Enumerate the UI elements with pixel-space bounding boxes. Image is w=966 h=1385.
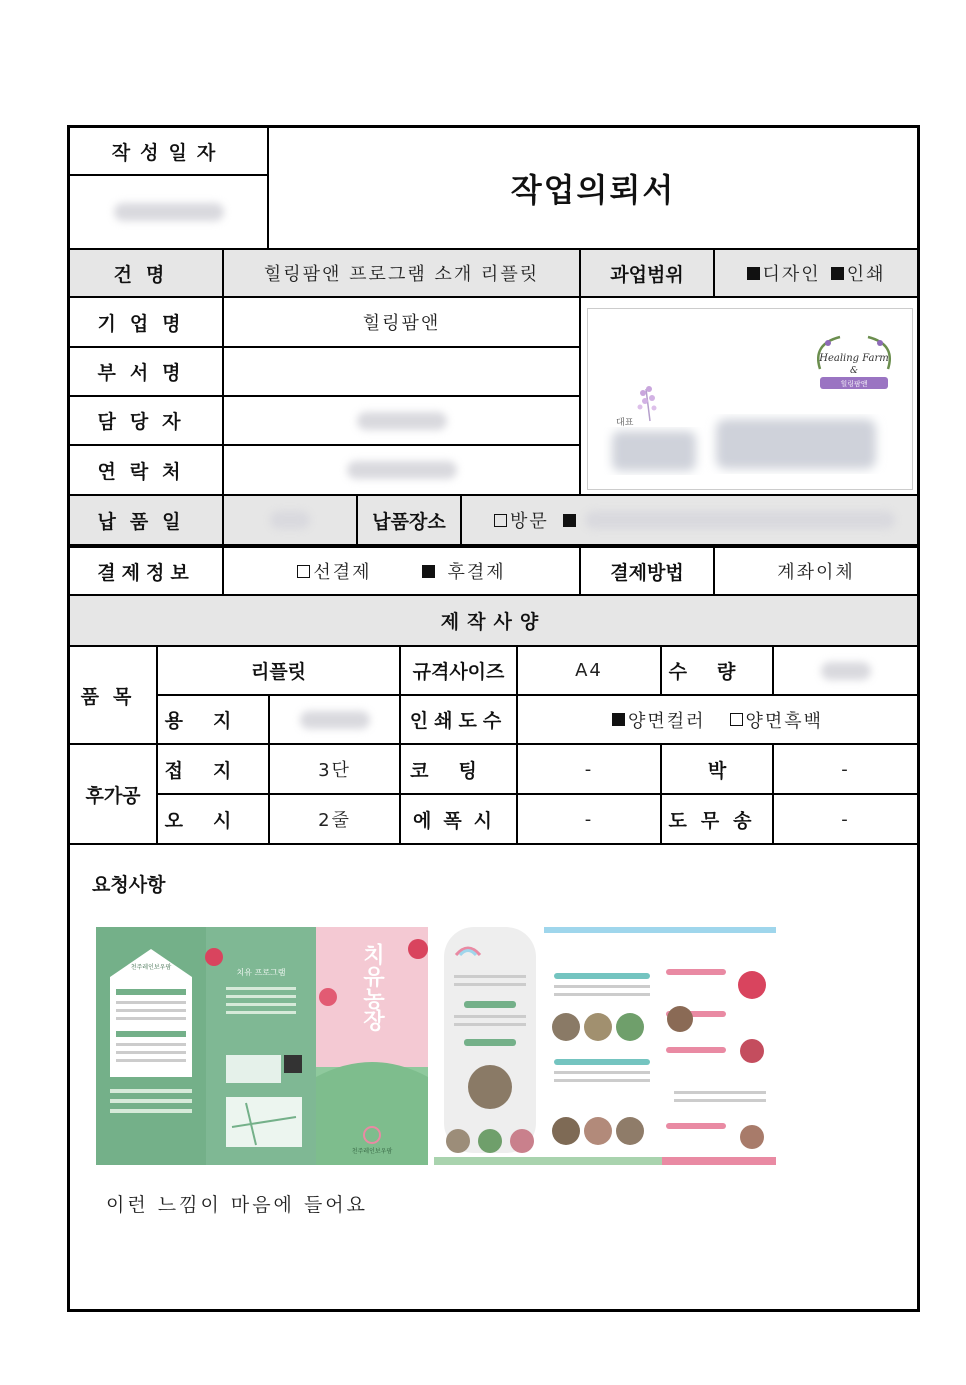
date-blur [114,203,224,221]
contact-label: 연락처 [70,446,224,496]
logo-line2: & [849,366,859,376]
emboss-value[interactable]: - [774,795,917,845]
payment-label: 결제정보 [70,546,224,596]
pay-pre-label: 선결제 [313,562,372,583]
leaflet-inside-graphic [434,927,776,1165]
place-address-blur [585,511,895,529]
place-label: 납품장소 [358,496,462,546]
post-label: 후가공 [70,745,158,845]
crease-value[interactable]: 2줄 [270,795,401,845]
contact-value[interactable] [224,446,581,496]
size-value[interactable]: A4 [518,647,662,696]
business-card-graphic [588,309,912,489]
scope-label: 과업범위 [581,248,715,298]
fold-label: 접지 [158,745,270,795]
delivery-label: 납품일 [70,496,224,546]
paper-label: 용지 [158,696,270,745]
logo-line1: Healing Farm [819,353,889,364]
date-value[interactable] [70,176,269,248]
qty-value[interactable] [774,647,917,696]
request-label: 요청사항 [92,874,166,896]
paper-value[interactable] [270,696,401,745]
pay-post-checkbox[interactable] [422,565,435,578]
place-value[interactable] [462,496,917,546]
spec-header: 제작사양 [70,596,917,647]
scope-design-label: 디자인 [762,264,821,285]
fold-value[interactable]: 3단 [270,745,401,795]
rep-label: 대표 [616,418,634,428]
print-bw-label: 양면흑백 [745,710,824,732]
pay-post-label: 후결제 [447,562,506,583]
epoxy-value[interactable]: - [518,795,662,845]
foil-value[interactable]: - [774,745,917,795]
delivery-blur [270,511,310,529]
coating-value[interactable]: - [518,745,662,795]
page-title: 작업의뢰서 [510,171,676,209]
request-text[interactable]: 이런 느낌이 마음에 들어요 [106,1194,369,1216]
size-label: 규격사이즈 [401,647,518,696]
foil-label: 박 [662,745,774,795]
payment-options[interactable] [224,546,581,596]
item-label: 품목 [70,647,158,745]
leaflet-outside-graphic [96,927,428,1165]
method-value[interactable]: 계좌이체 [715,546,917,596]
print-label: 인쇄도수 [401,696,518,745]
scope-print-label: 인쇄 [846,264,886,285]
method-label: 결제방법 [581,546,715,596]
project-label: 건명 [70,248,224,298]
business-card [587,308,913,490]
contact-blur [347,461,457,479]
qty-blur [821,662,871,680]
logo-line3: 힐링팜앤 [840,380,868,388]
place-visit-label: 방문 [510,511,549,532]
front-house-text: 천주레인보우팜 [130,964,172,971]
paper-blur [300,711,370,729]
manager-value[interactable] [224,397,581,446]
qty-label: 수량 [662,647,774,696]
project-value[interactable]: 힐링팜앤 프로그램 소개 리플릿 [224,248,581,298]
front-sub-text: 치유 프로그램 [236,968,286,977]
lavender-icon [638,386,657,421]
dept-label: 부서명 [70,348,224,397]
place-address-checkbox[interactable] [563,514,576,527]
front-title-text: 치유농장 [359,943,385,1031]
card-blur-2 [716,419,876,469]
pay-pre-checkbox[interactable] [297,565,310,578]
crease-label: 오시 [158,795,270,845]
company-label: 기업명 [70,298,224,348]
leaflet-inside-image [434,927,776,1165]
dept-value[interactable] [224,348,581,397]
place-visit-checkbox[interactable] [494,514,507,527]
emboss-label: 도무송 [662,795,774,845]
item-value[interactable]: 리플릿 [158,647,401,696]
manager-blur [357,412,447,430]
scope-print-checkbox[interactable] [831,267,844,280]
company-value[interactable]: 힐링팜앤 [224,298,581,348]
coating-label: 코팅 [401,745,518,795]
date-label: 작성일자 [70,128,269,176]
scope-options[interactable] [715,248,917,298]
front-footer-text: 천주레인보우팜 [351,1148,393,1155]
print-color-checkbox[interactable] [612,713,625,726]
leaflet-outside-image [96,927,428,1165]
print-bw-checkbox[interactable] [730,713,743,726]
epoxy-label: 에폭시 [401,795,518,845]
card-blur-1 [612,431,696,471]
work-request-form [67,125,920,1312]
manager-label: 담당자 [70,397,224,446]
delivery-value[interactable] [224,496,358,546]
print-color-label: 양면컬러 [627,710,706,732]
print-options[interactable] [518,696,917,745]
scope-design-checkbox[interactable] [747,267,760,280]
